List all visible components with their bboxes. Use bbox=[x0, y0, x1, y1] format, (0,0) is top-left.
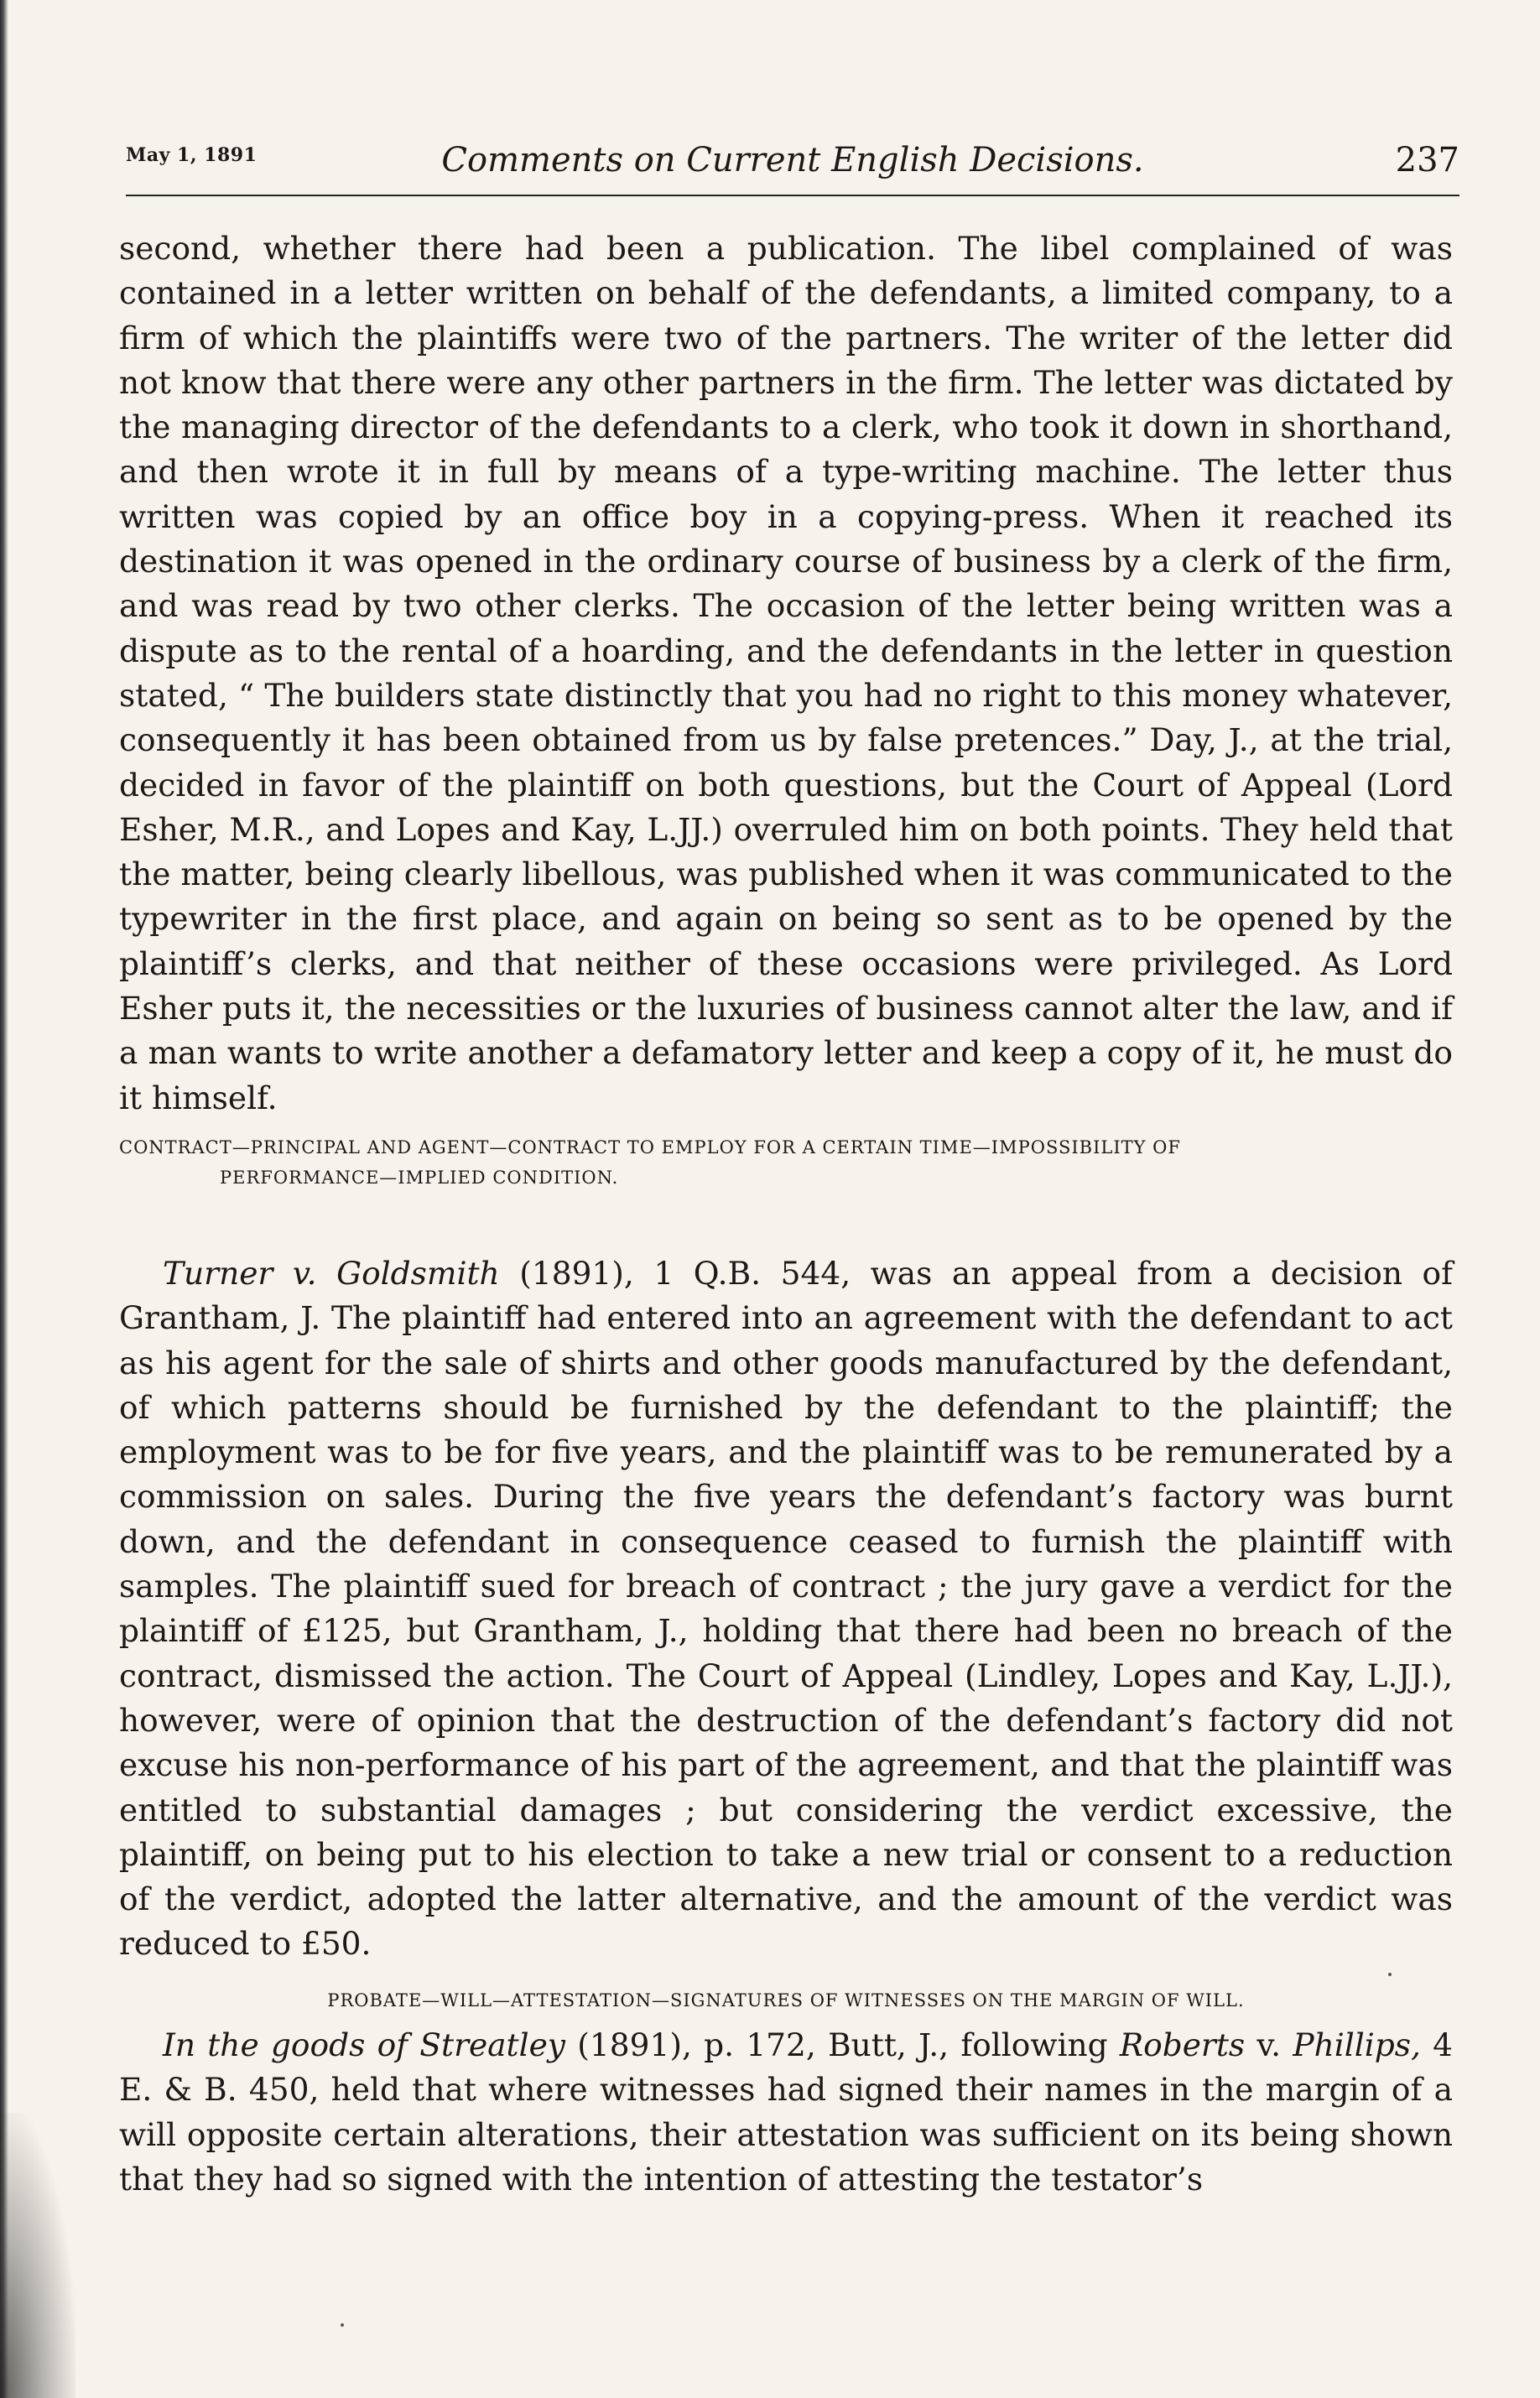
stray-mark bbox=[1388, 1973, 1392, 1976]
case-name: In the goods of Streatley bbox=[163, 2026, 565, 2063]
paragraph-text: (1891), 1 Q.B. 544, was an appeal from a decision of Grantham, J. The plaintiff had entered into an agreement with the defendant to act as his agent for the sale of shirts and other goods manufactured by the defendant, of which patterns should be furnished by the defendant to the plaintiff; the employment was to be for five years, and the plaintiff was to be remunerated by a commission on sales. During the five years the defendant’s factory was burnt down, and the defendant in consequence ceased to furnish the plaintiff with samples. The plaintiff sued for breach of contract ; the jury gave a verdict for the plaintiff of £125, but Grantham, J., holding that there had been no breach of the contract, dismissed the action. The Court of Appeal (Lindley, Lopes and Kay, L.JJ.), however, were of opinion that the destruction of the defendant’s factory did not excuse his non-performance of his part of the agreement, and that the plaintiff was entitled to substantial damages ; but considering the verdict excessive, the plaintiff, on being put to his election to take a new trial or consent to a reduction of the verdict, adopted the latter alternative, and the amount of the verdict was reduced to £50. bbox=[119, 1255, 1453, 1963]
page-shadow bbox=[0, 2113, 75, 2398]
header-rule bbox=[126, 195, 1459, 196]
running-header bbox=[126, 141, 1459, 191]
page-number: 237 bbox=[1395, 141, 1459, 179]
paragraph-text: (1891), p. 172, Butt, J., following bbox=[564, 2026, 1120, 2063]
section-heading-contract bbox=[119, 1132, 1453, 1193]
section-heading-probate: PROBATE—WILL—ATTESTATION—SIGNATURES OF WITNESSES ON THE MARGIN OF WILL. bbox=[327, 1990, 1245, 2010]
paragraph-turner-v-goldsmith bbox=[119, 1251, 1453, 1967]
stray-mark bbox=[341, 2323, 344, 2327]
case-name: Turner v. Goldsmith bbox=[163, 1255, 500, 1292]
paragraph-libel: second, whether there had been a publication. The libel complained of was contained in a letter written on behalf of the defendants, a limited company, to a firm of which the plaintiffs were two of the partners. The writer of the letter did not know that there were any other partners in the firm. The letter was dictated by the managing director of the defendants to a clerk, who took it down in shorthand, and then wrote it in full by means of a type-writing machine. The letter thus written was copied by an office boy in a copying-press. When it reached its destination it was opened in the ordinary course of business by a clerk of the firm, and was read by two other clerks. The occasion of the letter being written was a dispute as to the rental of a hoarding, and the defendants in the letter in question stated, “ The builders state distinctly that you had no right to this money whatever, consequently it has been obtained from us by false pretences.” Day, J., at the trial, decided in favor of the plaintiff on both questions, but the Court of Appeal (Lord Esher, M.R., and Lopes and Kay, L.JJ.) overruled him on both points. They held that the matter, being clearly libellous, was published when it was communicated to the typewriter in the first place, and again on being so sent as to be opened by the plaintiff’s clerks, and that neither of these occasions were privileged. As Lord Esher puts it, the necessities or the luxuries of business cannot alter the law, and if a man wants to write another a defamatory letter and keep a copy of it, he must do it himself. bbox=[119, 230, 1453, 1116]
page-binding-edge bbox=[0, 0, 8, 2398]
header-date: May 1, 1891 bbox=[126, 144, 258, 166]
heading-contract-line1: CONTRACT—PRINCIPAL AND AGENT—CONTRACT TO EMPLOY FOR A CERTAIN TIME—IMPOSSIBILITY OF bbox=[119, 1137, 1181, 1157]
header-title: Comments on Current English Decisions. bbox=[441, 141, 1144, 179]
heading-contract-line2: PERFORMANCE—IMPLIED CONDITION. bbox=[220, 1168, 619, 1188]
paragraph-text: 4 E. & B. 450, held that where witnesses had signed their names in the margin of a will opposite certain alterations, their attestation was sufficient on its being shown that they had so signed with the intention of attesting the testator’s bbox=[119, 2026, 1453, 2198]
case-name-roberts: Roberts bbox=[1119, 2026, 1246, 2063]
case-name-phillips: Phillips, bbox=[1293, 2026, 1421, 2063]
paragraph-text: v. bbox=[1245, 2026, 1293, 2063]
paragraph-streatley bbox=[119, 2023, 1453, 2202]
